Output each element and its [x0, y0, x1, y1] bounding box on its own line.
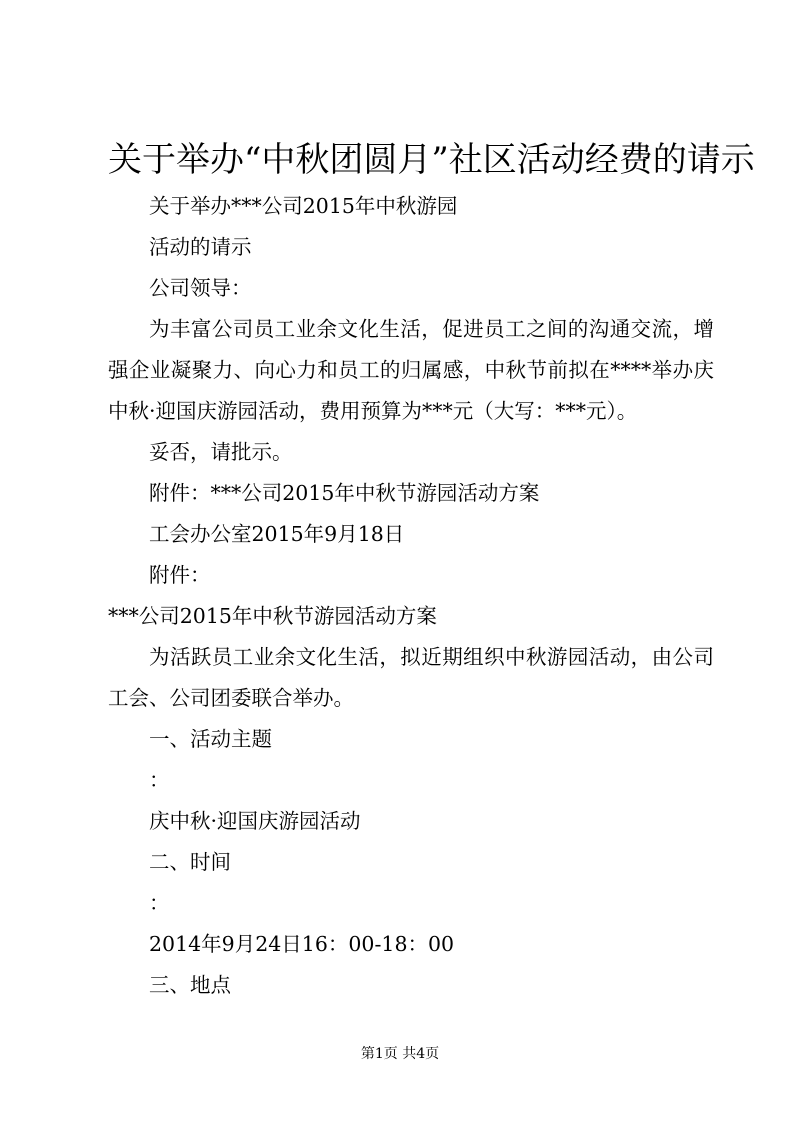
- attachment-title: ***公司2015年中秋节游园活动方案: [108, 604, 437, 628]
- closing-line: 妥否，请批示。: [149, 440, 293, 464]
- document-body: [108, 186, 714, 1006]
- signature-date: 工会办公室2015年9月18日: [149, 522, 405, 546]
- subject-line-1: 关于举办***公司2015年中秋游园: [149, 194, 458, 218]
- theme-value: 庆中秋·迎国庆游园活动: [149, 809, 361, 833]
- page-number-footer: 第1页 共4页: [360, 1046, 440, 1062]
- section-heading-time: 二、时间: [149, 850, 231, 874]
- section-heading-theme: 一、活动主题: [149, 727, 272, 751]
- document-title: 关于举办“中秋团圆月”社区活动经费的请示: [108, 140, 755, 180]
- attachment-reference: 附件：***公司2015年中秋节游园活动方案: [149, 481, 540, 505]
- request-paragraph: 为丰富公司员工业余文化生活，促进员工之间的沟通交流，增强企业凝聚力、向心力和员工的归属感，中秋节前拟在****举办庆中秋·迎国庆游园活动，费用预算为***元（大写：***元）。: [108, 317, 714, 423]
- section-colon: ：: [149, 891, 170, 915]
- salutation: 公司领导：: [149, 276, 252, 300]
- attachment-label: 附件：: [149, 563, 211, 587]
- section-colon: ：: [149, 768, 170, 792]
- time-value: 2014年9月24日16：00-18：00: [149, 932, 455, 956]
- plan-intro-paragraph: 为活跃员工业余文化生活，拟近期组织中秋游园活动，由公司工会、公司团委联合举办。: [108, 645, 714, 710]
- section-heading-location: 三、地点: [149, 973, 231, 997]
- subject-line-2: 活动的请示: [149, 235, 252, 259]
